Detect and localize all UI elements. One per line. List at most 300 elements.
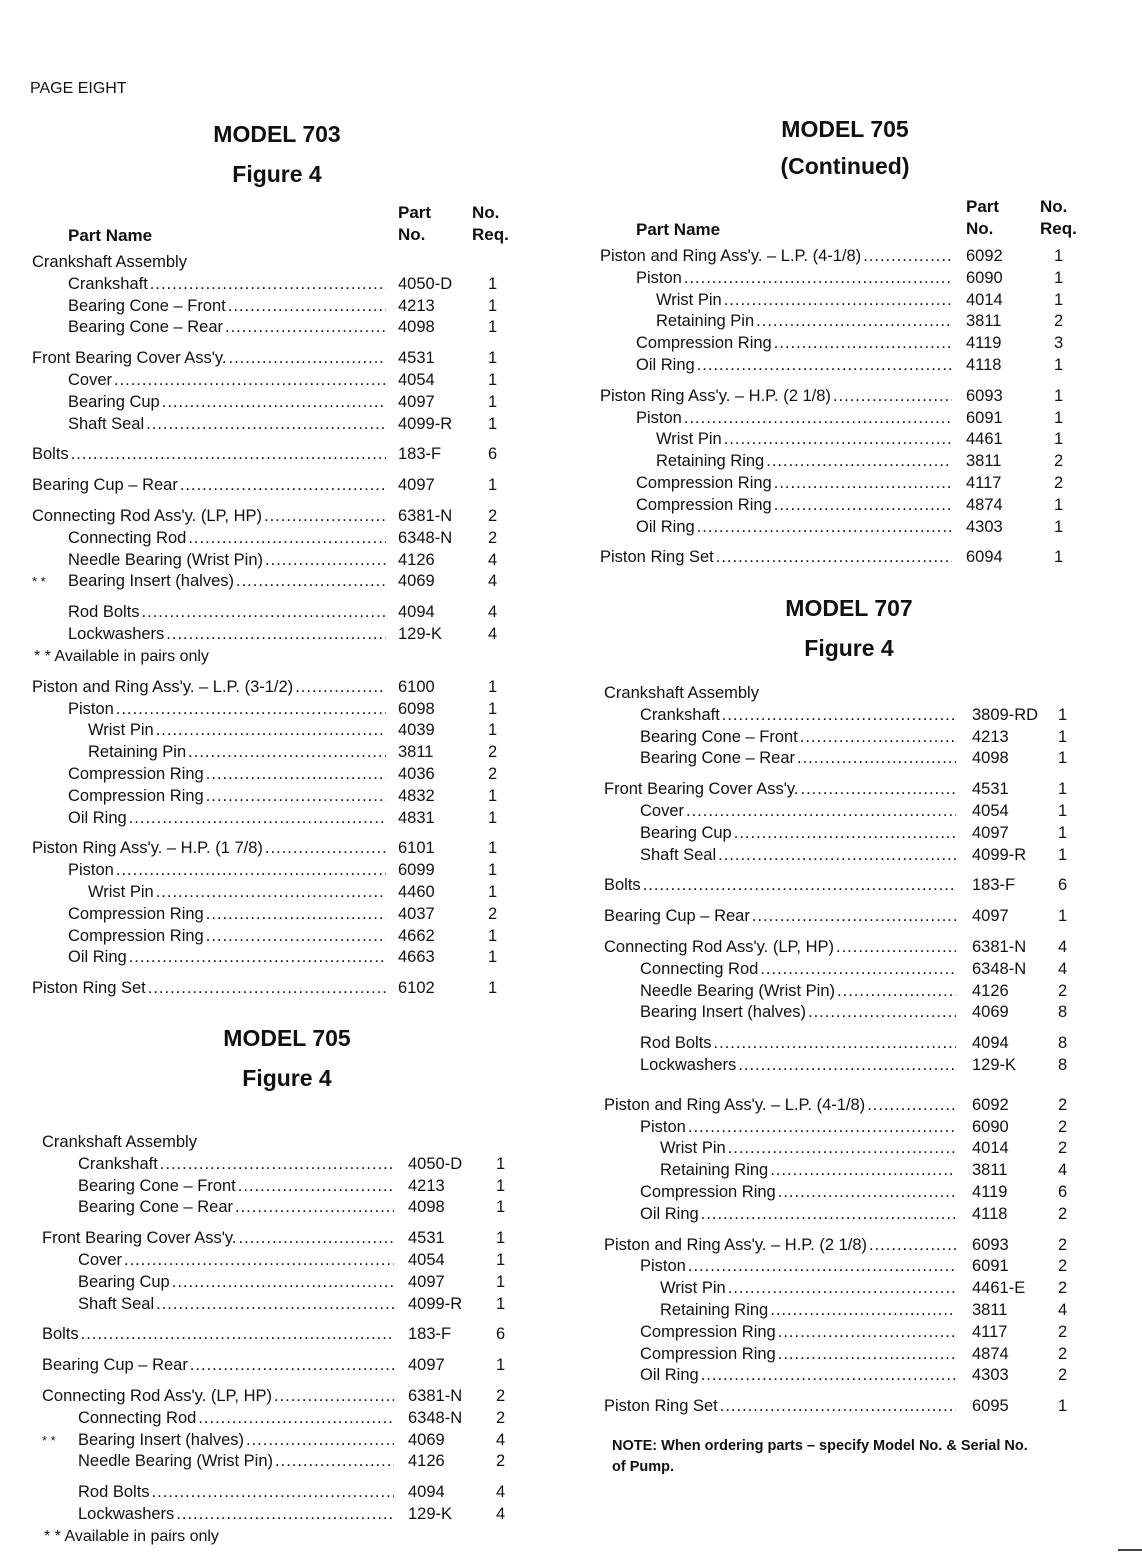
part-name: Bearing Cone – Rear bbox=[68, 318, 224, 337]
part-number: 4117 bbox=[972, 1322, 1008, 1341]
part-name-cell bbox=[32, 506, 386, 528]
row-spacer bbox=[32, 969, 522, 978]
quantity-required: 1 bbox=[1054, 290, 1064, 309]
part-number: 6348-N bbox=[972, 959, 1027, 978]
part-name: Shaft Seal bbox=[640, 845, 717, 864]
part-row bbox=[600, 473, 1090, 495]
part-name-cell bbox=[640, 823, 956, 845]
part-number: 4831 bbox=[398, 808, 435, 827]
part-name: Crankshaft bbox=[68, 274, 148, 293]
part-name: Connecting Rod Ass'y. (LP, HP) bbox=[32, 506, 262, 525]
part-number: 4097 bbox=[408, 1356, 445, 1375]
model-707-subtitle: Figure 4 bbox=[804, 635, 894, 661]
part-name: Bearing Cone – Front bbox=[640, 727, 798, 746]
part-row bbox=[32, 571, 522, 593]
quantity-required: 4 bbox=[488, 603, 498, 622]
ordering-note bbox=[612, 1436, 1102, 1478]
part-name: Oil Ring bbox=[636, 355, 695, 374]
part-name: Cover bbox=[640, 801, 685, 820]
part-number: 4014 bbox=[972, 1139, 1009, 1158]
model-705-subtitle: Figure 4 bbox=[242, 1065, 332, 1091]
part-name-cell bbox=[32, 978, 386, 1000]
part-name-cell bbox=[68, 550, 386, 572]
part-row bbox=[604, 906, 1094, 928]
leader-dots bbox=[162, 392, 386, 414]
leader-dots bbox=[150, 274, 386, 296]
part-name: Cover bbox=[78, 1250, 123, 1269]
part-name: Oil Ring bbox=[636, 517, 695, 536]
row-spacer bbox=[604, 1024, 1094, 1033]
part-number: 6095 bbox=[972, 1397, 1009, 1416]
quantity-required: 1 bbox=[1058, 1397, 1068, 1416]
leader-dots bbox=[236, 571, 386, 593]
quantity-required: 1 bbox=[496, 1198, 506, 1217]
part-row bbox=[32, 475, 522, 497]
part-number: 6381-N bbox=[972, 937, 1027, 956]
part-name-cell bbox=[660, 1300, 956, 1322]
part-row bbox=[32, 947, 522, 969]
part-number: 6093 bbox=[966, 386, 1003, 405]
part-row bbox=[32, 296, 522, 318]
part-row bbox=[600, 268, 1090, 290]
part-name-cell bbox=[32, 444, 386, 466]
part-row bbox=[32, 252, 522, 274]
part-name: Lockwashers bbox=[640, 1055, 737, 1074]
part-row bbox=[42, 1132, 532, 1154]
leader-dots bbox=[190, 1355, 394, 1377]
part-number: 4303 bbox=[966, 517, 1003, 536]
leader-dots bbox=[863, 246, 952, 268]
quantity-required: 2 bbox=[496, 1408, 506, 1427]
part-name-cell bbox=[640, 748, 956, 770]
part-row bbox=[42, 1294, 532, 1316]
quantity-required: 1 bbox=[1058, 801, 1068, 820]
part-row bbox=[604, 1365, 1094, 1387]
part-name: Connecting Rod Ass'y. (LP, HP) bbox=[42, 1386, 272, 1405]
quantity-required: 6 bbox=[496, 1325, 506, 1344]
req-header-l2: Req. bbox=[472, 225, 509, 244]
part-name-cell bbox=[660, 1278, 956, 1300]
leader-dots bbox=[146, 414, 386, 436]
part-number: 6091 bbox=[966, 408, 1003, 427]
quantity-required: 4 bbox=[1058, 1161, 1068, 1180]
leader-dots bbox=[148, 978, 386, 1000]
part-name-cell bbox=[660, 1160, 956, 1182]
part-name: Crankshaft Assembly bbox=[604, 684, 759, 702]
quantity-required: 1 bbox=[1058, 749, 1068, 768]
leader-dots bbox=[718, 845, 956, 867]
part-number: 129-K bbox=[972, 1055, 1017, 1074]
row-spacer bbox=[604, 1086, 1094, 1095]
part-row bbox=[604, 1396, 1094, 1418]
part-number: 6348-N bbox=[398, 528, 453, 547]
leader-dots bbox=[206, 786, 386, 808]
part-name-cell bbox=[78, 1154, 394, 1176]
quantity-required: 1 bbox=[1054, 268, 1064, 287]
part-name-cell bbox=[68, 860, 386, 882]
leader-dots bbox=[728, 1278, 956, 1300]
leader-dots bbox=[176, 1504, 394, 1526]
leader-dots bbox=[778, 1322, 956, 1344]
quantity-required: 1 bbox=[488, 476, 498, 495]
quantity-required: 1 bbox=[1058, 823, 1068, 842]
part-name: Piston bbox=[640, 1117, 686, 1136]
part-row bbox=[32, 904, 522, 926]
req-header bbox=[1040, 196, 1077, 240]
part-number: 4069 bbox=[398, 572, 435, 591]
corner-mark bbox=[1118, 1549, 1142, 1551]
quantity-required: 1 bbox=[488, 948, 498, 967]
part-name-cell bbox=[604, 1235, 956, 1257]
part-name: Retaining Ring bbox=[656, 452, 765, 471]
part-row bbox=[600, 451, 1090, 473]
leader-dots bbox=[722, 705, 956, 727]
part-name-cell bbox=[640, 1256, 956, 1278]
part-name-cell bbox=[600, 386, 952, 408]
part-name: Compression Ring bbox=[640, 1182, 776, 1201]
part-no-header bbox=[966, 196, 999, 240]
part-name-cell bbox=[68, 699, 386, 721]
part-name: Piston and Ring Ass'y. – H.P. (2 1/8) bbox=[604, 1235, 868, 1254]
part-name-cell bbox=[78, 1294, 394, 1316]
quantity-required: 4 bbox=[1058, 937, 1068, 956]
row-spacer bbox=[32, 466, 522, 475]
part-name: Crankshaft bbox=[640, 705, 720, 724]
part-name-cell bbox=[636, 495, 952, 517]
row-spacer bbox=[42, 1315, 532, 1324]
part-row bbox=[600, 246, 1090, 268]
leader-dots bbox=[235, 1197, 394, 1219]
part-row bbox=[604, 683, 1094, 705]
part-row bbox=[32, 764, 522, 786]
ordering-note-line-2: of Pump. bbox=[612, 1459, 675, 1475]
part-row bbox=[42, 1355, 532, 1377]
quantity-required: 1 bbox=[488, 699, 498, 718]
part-number: 4126 bbox=[408, 1452, 445, 1471]
leader-dots bbox=[206, 926, 386, 948]
part-no-header bbox=[398, 202, 431, 246]
quantity-required: 1 bbox=[1058, 780, 1068, 799]
model-707-title: MODEL 707 bbox=[785, 595, 913, 621]
leader-dots bbox=[142, 602, 386, 624]
part-row bbox=[32, 838, 522, 860]
part-name: Oil Ring bbox=[68, 948, 127, 967]
leader-dots bbox=[71, 444, 386, 466]
part-name-cell bbox=[88, 742, 386, 764]
quantity-required: 8 bbox=[1058, 1034, 1068, 1053]
part-number: 4531 bbox=[972, 780, 1009, 799]
part-name: Wrist Pin bbox=[656, 430, 722, 449]
part-name: Crankshaft bbox=[78, 1154, 158, 1173]
part-row bbox=[600, 355, 1090, 377]
quantity-required: 2 bbox=[1058, 1204, 1068, 1223]
quantity-required: 2 bbox=[1058, 1322, 1068, 1341]
part-name: Front Bearing Cover Ass'y. bbox=[42, 1229, 237, 1248]
row-spacer bbox=[32, 829, 522, 838]
row-spacer bbox=[600, 377, 1090, 386]
part-row bbox=[42, 1408, 532, 1430]
quantity-required: 1 bbox=[1058, 727, 1068, 746]
quantity-required: 1 bbox=[488, 861, 498, 880]
footnote: * * Available in pairs only bbox=[34, 647, 209, 665]
part-name: Bearing Cup – Rear bbox=[42, 1356, 188, 1375]
part-row bbox=[604, 875, 1094, 897]
part-name: Compression Ring bbox=[636, 495, 772, 514]
req-header-l1: No. bbox=[1040, 197, 1068, 216]
part-name: Oil Ring bbox=[640, 1366, 699, 1385]
part-row bbox=[32, 808, 522, 830]
part-row bbox=[604, 1278, 1094, 1300]
part-name-cell bbox=[78, 1482, 394, 1504]
model-707-section bbox=[604, 588, 1094, 1418]
part-name-cell bbox=[604, 779, 956, 801]
leader-dots bbox=[778, 1344, 956, 1366]
part-name-cell bbox=[640, 981, 956, 1003]
leader-dots bbox=[774, 495, 952, 517]
quantity-required: 1 bbox=[496, 1154, 506, 1173]
leader-dots bbox=[160, 1154, 394, 1176]
part-name: Lockwashers bbox=[68, 624, 165, 643]
row-spacer bbox=[42, 1346, 532, 1355]
part-number: 129-K bbox=[408, 1504, 453, 1523]
model-705-continued-subtitle: (Continued) bbox=[780, 153, 910, 179]
part-name-cell bbox=[604, 906, 956, 928]
leader-dots bbox=[716, 547, 952, 569]
part-name-cell bbox=[68, 571, 386, 593]
part-name: Retaining Ring bbox=[660, 1300, 769, 1319]
part-row bbox=[604, 1235, 1094, 1257]
part-number: 3811 bbox=[966, 312, 1002, 331]
row-spacer bbox=[32, 497, 522, 506]
quantity-required: 1 bbox=[1058, 705, 1068, 724]
leader-dots bbox=[774, 473, 952, 495]
part-name-cell bbox=[68, 602, 386, 624]
quantity-required: 2 bbox=[488, 743, 498, 762]
leader-dots bbox=[274, 1386, 394, 1408]
part-row bbox=[604, 981, 1094, 1003]
part-number: 4662 bbox=[398, 926, 435, 945]
quantity-required: 2 bbox=[1058, 1344, 1068, 1363]
leader-dots bbox=[188, 528, 386, 550]
part-name: Bearing Insert (halves) bbox=[640, 1003, 806, 1022]
part-row bbox=[604, 1055, 1094, 1077]
part-number: 4099-R bbox=[408, 1294, 463, 1313]
part-number: 4119 bbox=[972, 1182, 1008, 1201]
part-number: 4118 bbox=[972, 1204, 1008, 1223]
part-name: Connecting Rod bbox=[78, 1408, 197, 1427]
part-name-header: Part Name bbox=[636, 220, 721, 239]
quantity-required: 1 bbox=[1054, 430, 1064, 449]
part-number: 6381-N bbox=[408, 1386, 463, 1405]
part-number: 4098 bbox=[398, 318, 435, 337]
part-name-cell bbox=[640, 801, 956, 823]
part-row bbox=[42, 1430, 532, 1452]
part-name: Wrist Pin bbox=[656, 290, 722, 309]
part-row bbox=[604, 1160, 1094, 1182]
leader-dots bbox=[129, 808, 386, 830]
part-name: Wrist Pin bbox=[88, 882, 154, 901]
part-name: Rod Bolts bbox=[68, 603, 140, 622]
part-name-header: Part Name bbox=[68, 226, 153, 245]
leader-dots bbox=[770, 1160, 956, 1182]
quantity-required: 1 bbox=[496, 1356, 506, 1375]
part-number: 4099-R bbox=[398, 414, 453, 433]
part-name-cell bbox=[78, 1451, 394, 1473]
part-name-cell bbox=[78, 1272, 394, 1294]
leader-dots bbox=[714, 1033, 956, 1055]
part-name: Front Bearing Cover Ass'y. bbox=[32, 349, 227, 368]
part-name-cell bbox=[68, 808, 386, 830]
part-name-cell bbox=[68, 947, 386, 969]
part-row bbox=[604, 727, 1094, 749]
part-row bbox=[604, 801, 1094, 823]
part-row bbox=[42, 1386, 532, 1408]
part-name: Piston Ring Ass'y. – H.P. (1 7/8) bbox=[32, 839, 263, 858]
part-row bbox=[32, 602, 522, 624]
part-row bbox=[604, 1138, 1094, 1160]
leader-dots bbox=[688, 1117, 956, 1139]
leader-dots bbox=[760, 959, 956, 981]
part-name-cell bbox=[68, 926, 386, 948]
part-name-cell bbox=[68, 274, 386, 296]
leader-dots bbox=[116, 860, 386, 882]
leader-dots bbox=[686, 801, 956, 823]
part-row bbox=[604, 779, 1094, 801]
part-row bbox=[600, 429, 1090, 451]
quantity-required: 1 bbox=[496, 1176, 506, 1195]
part-row bbox=[604, 1182, 1094, 1204]
leader-dots bbox=[697, 355, 952, 377]
quantity-required: 1 bbox=[488, 414, 498, 433]
part-name: Piston Ring Set bbox=[32, 979, 146, 998]
leader-dots bbox=[766, 451, 952, 473]
leader-dots bbox=[265, 838, 386, 860]
part-row bbox=[32, 720, 522, 742]
quantity-required: 1 bbox=[1054, 247, 1064, 265]
part-no-header-l2: No. bbox=[966, 219, 994, 238]
part-name-cell bbox=[640, 1204, 956, 1226]
model-703-section bbox=[32, 114, 522, 1000]
part-row bbox=[42, 1250, 532, 1272]
part-name: Bearing Cone – Rear bbox=[78, 1198, 234, 1217]
part-name-cell bbox=[32, 838, 386, 860]
leader-dots bbox=[156, 882, 386, 904]
part-name-cell bbox=[32, 252, 386, 274]
part-row bbox=[32, 317, 522, 339]
part-number: 4832 bbox=[398, 786, 435, 805]
row-spacer bbox=[42, 1377, 532, 1386]
model-707-parts-list bbox=[604, 683, 1094, 1418]
part-name-cell bbox=[78, 1504, 394, 1526]
part-number: 4037 bbox=[398, 904, 435, 923]
part-name: Wrist Pin bbox=[660, 1139, 726, 1158]
model-703-title: MODEL 703 bbox=[213, 121, 341, 147]
part-number: 4213 bbox=[972, 727, 1009, 746]
part-name-cell bbox=[68, 370, 386, 392]
part-row bbox=[604, 1300, 1094, 1322]
leader-dots bbox=[225, 317, 386, 339]
part-name: Piston bbox=[636, 408, 682, 427]
quantity-required: 1 bbox=[488, 349, 498, 368]
part-name: Connecting Rod bbox=[68, 528, 187, 547]
leader-dots bbox=[728, 1138, 956, 1160]
part-name-cell bbox=[640, 1033, 956, 1055]
part-name: Piston Ring Set bbox=[604, 1397, 718, 1416]
part-name-cell bbox=[640, 1344, 956, 1366]
part-no-header-l1: Part bbox=[398, 203, 432, 222]
part-name: Cover bbox=[68, 370, 113, 389]
part-name: Lockwashers bbox=[78, 1504, 175, 1523]
part-name-cell bbox=[604, 875, 956, 897]
part-name: Bolts bbox=[42, 1325, 79, 1344]
quantity-required: 2 bbox=[1058, 1117, 1068, 1136]
quantity-required: 1 bbox=[496, 1250, 506, 1269]
quantity-required: 2 bbox=[488, 528, 498, 547]
part-name: Compression Ring bbox=[636, 334, 772, 353]
part-number: 4014 bbox=[966, 290, 1003, 309]
part-row bbox=[600, 547, 1090, 569]
part-row bbox=[604, 1033, 1094, 1055]
part-name: Piston bbox=[68, 699, 114, 718]
leader-dots bbox=[246, 1430, 394, 1452]
part-number: 4054 bbox=[972, 801, 1009, 820]
part-name: Needle Bearing (Wrist Pin) bbox=[68, 550, 264, 569]
leader-dots bbox=[239, 1228, 394, 1250]
part-name: Piston Ring Ass'y. – H.P. (2 1/8) bbox=[600, 386, 831, 405]
part-name-cell bbox=[636, 355, 952, 377]
part-number: 3811 bbox=[972, 1300, 1008, 1319]
part-name-cell bbox=[88, 720, 386, 742]
quantity-required: 2 bbox=[1054, 473, 1064, 492]
row-spacer bbox=[42, 1219, 532, 1228]
part-name-cell bbox=[68, 296, 386, 318]
part-number: 4098 bbox=[408, 1198, 445, 1217]
leader-dots bbox=[172, 1272, 394, 1294]
part-name: Retaining Ring bbox=[660, 1161, 769, 1180]
model-705-continued-title: MODEL 705 bbox=[781, 116, 909, 142]
part-row bbox=[604, 1095, 1094, 1117]
part-number: 4050-D bbox=[408, 1154, 463, 1173]
part-number: 4097 bbox=[408, 1272, 445, 1291]
part-number: 6094 bbox=[966, 548, 1003, 567]
quantity-required: 2 bbox=[488, 506, 498, 525]
part-name: Bearing Cone – Front bbox=[68, 296, 226, 315]
part-name: Compression Ring bbox=[636, 473, 772, 492]
leader-dots bbox=[188, 742, 386, 764]
part-number: 4094 bbox=[398, 603, 435, 622]
quantity-required: 4 bbox=[488, 624, 498, 643]
leader-dots bbox=[265, 550, 386, 572]
part-name-cell bbox=[68, 392, 386, 414]
part-number: 3809-RD bbox=[972, 705, 1039, 724]
footnote: * * Available in pairs only bbox=[44, 1527, 219, 1545]
quantity-required: 4 bbox=[496, 1430, 506, 1449]
part-number: 4460 bbox=[398, 882, 435, 901]
part-name-cell bbox=[68, 414, 386, 436]
part-number: 4036 bbox=[398, 764, 435, 783]
quantity-required: 2 bbox=[1058, 1235, 1068, 1254]
part-number: 4097 bbox=[398, 476, 435, 495]
part-name: Needle Bearing (Wrist Pin) bbox=[78, 1452, 274, 1471]
leader-dots bbox=[156, 1294, 394, 1316]
part-name: Compression Ring bbox=[68, 764, 204, 783]
part-name: Rod Bolts bbox=[78, 1483, 150, 1502]
part-name: Piston and Ring Ass'y. – L.P. (3-1/2) bbox=[32, 677, 294, 696]
quantity-required: 4 bbox=[496, 1504, 506, 1523]
part-number: 6100 bbox=[398, 677, 435, 696]
leader-dots bbox=[724, 290, 952, 312]
part-row bbox=[604, 1117, 1094, 1139]
